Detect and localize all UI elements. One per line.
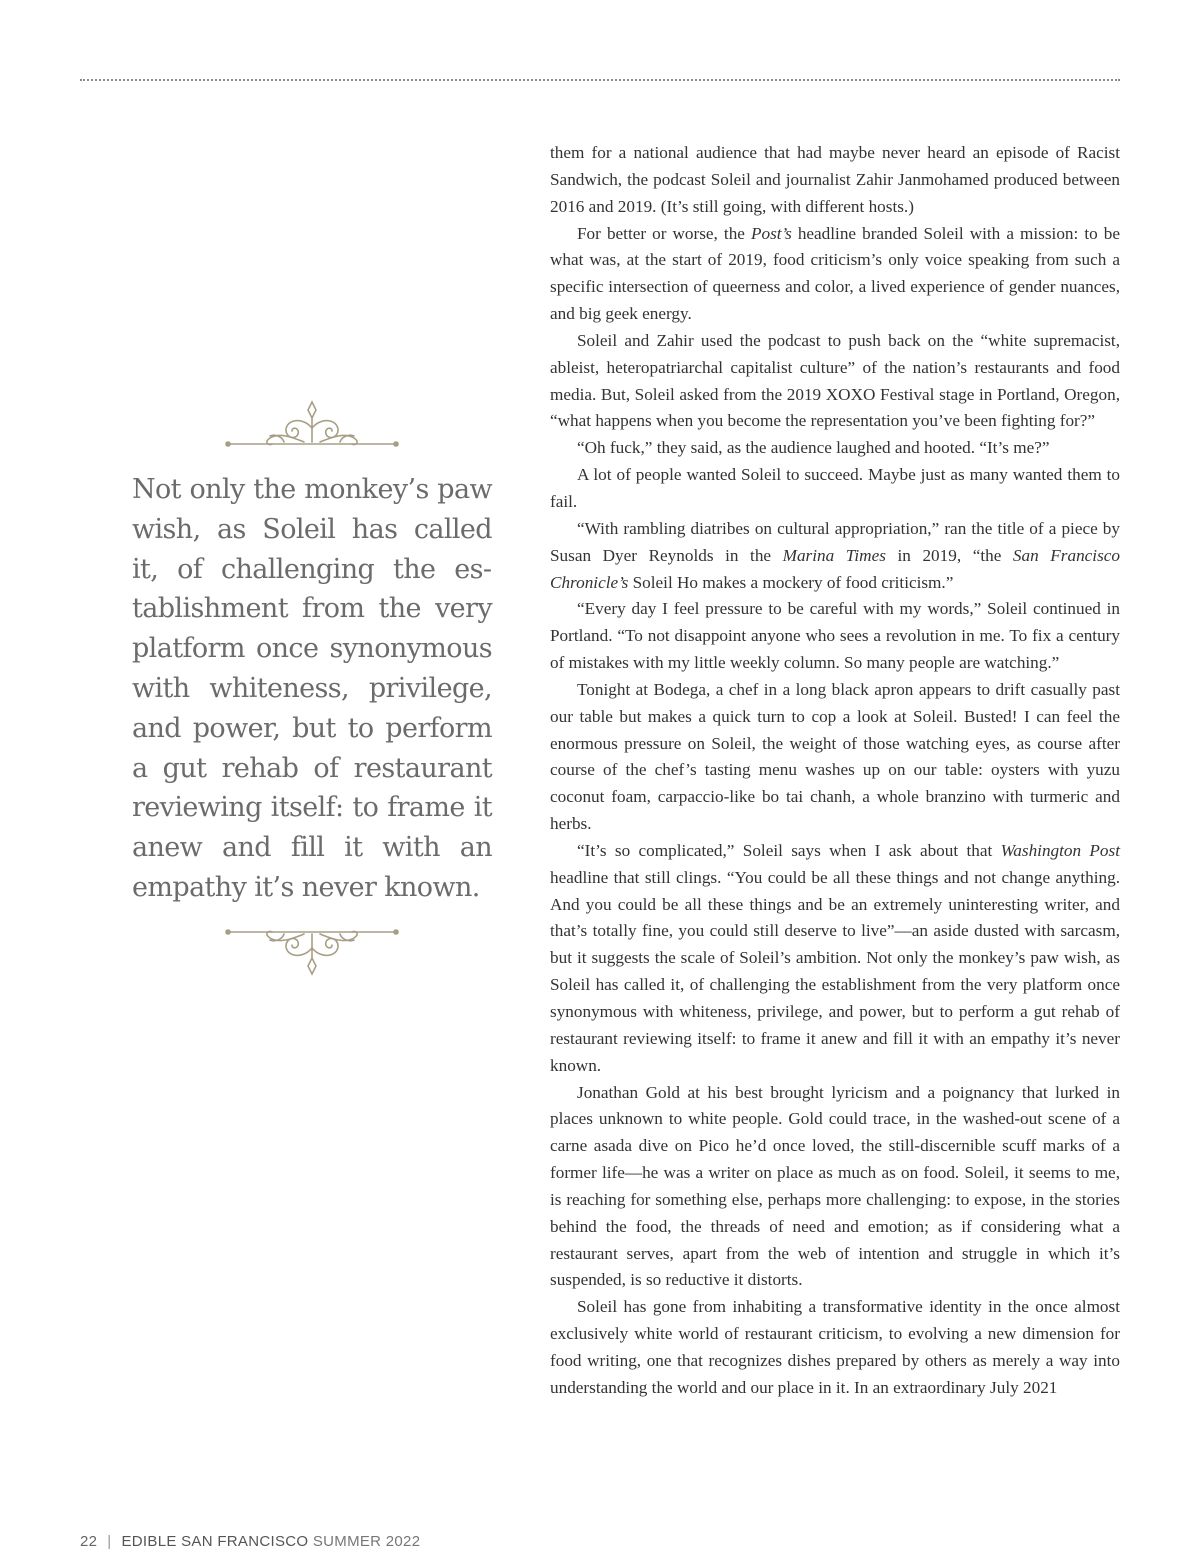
- paragraph: “With rambling diatribes on cultural appropriation,” ran the title of a piece by Susan Dyer Reynolds in the Marina Times in 2019, “the San Francisco Chronicle’s Soleil Ho makes a mockery of food criticism.”: [550, 518, 1120, 592]
- pull-quote-text: Not only the monkey’s paw wish, as Soleil has called it, of challenging the establishment from the very platform once synonymous with whiteness, privilege, and power, but to perform a gut rehab of restaurant reviewing itself: to frame it anew and fill it with an empathy it’s never known.: [132, 474, 492, 903]
- paragraph: Tonight at Bodega, a chef in a long black apron appears to drift casually past our table but makes a quick turn to cop a look at Soleil. Busted! I can feel the enormous pressure on Soleil, the weight of those watching eyes, as course after course of the chef’s tasting menu washes up on our table: oysters with yuzu coconut foam, carpaccio-like bo tai chanh, a whole branzino with turmeric and herbs.: [550, 679, 1120, 834]
- ornament-bottom-icon: [224, 926, 400, 978]
- paragraph: Jonathan Gold at his best brought lyricism and a poignancy that lurked in places unknown to white people. Gold could trace, in the washed-out scene of a carne asada dive on Pico he’d once loved, the still-discernible scuff marks of a former life—he was a writer on place as much as on food. Soleil, it seems to me, is reaching for something else, perhaps more challenging: to expose, in the stories behind the food, the threads of need and emotion; as if considering what a restaurant serves, apart from the web of intention and struggle in which it’s suspended, is so reductive it distorts.: [550, 1082, 1120, 1290]
- issue-label: SUMMER 2022: [312, 1533, 421, 1550]
- paragraph: them for a national audience that had maybe never heard an episode of Racist Sandwich, the podcast Soleil and journalist Zahir Janmohamed produced between 2016 and 2019. (It’s still going, with different hosts.): [550, 143, 1120, 216]
- page-footer: [80, 1533, 420, 1550]
- paragraph: “It’s so complicated,” Soleil says when I ask about that Washington Post headline that still clings. “You could be all these things and not change anything. And you could be all these things and be an extremely uninteresting writer, and that’s totally fine, you could still deserve to live”—an aside dusted with sarcasm, but it suggests the scale of Soleil’s ambition. Not only the monkey’s paw wish, as Soleil has called it, of challenging the establishment from the very platform once synonymous with whiteness, privilege, and power, but to perform a gut rehab of restaurant reviewing itself: to frame it anew and fill it with an empathy it’s never known.: [550, 840, 1120, 1075]
- paragraph: A lot of people wanted Soleil to succeed. Maybe just as many wanted them to fail.: [550, 465, 1120, 511]
- ornament-top-icon: [224, 398, 400, 450]
- page-number: 22: [80, 1533, 98, 1550]
- magazine-name: EDIBLE SAN FRANCISCO: [121, 1533, 309, 1550]
- paragraph: “Oh fuck,” they said, as the audience laughed and hooted. “It’s me?”: [577, 438, 1050, 458]
- paragraph: For better or worse, the Post’s headline branded Soleil with a mission: to be what was, at the start of 2019, food criticism’s only voice speaking from such a specific intersection of queerness and color, a lived experience of gender nuances, and big geek energy.: [550, 223, 1121, 324]
- paragraph: Soleil and Zahir used the podcast to push back on the “white supremacist, ableist, heteropatriarchal capitalist culture” of the nation’s restaurants and food media. But, Soleil asked from the 2019 XOXO Festival stage in Portland, Oregon, “what happens when you become the representation you’ve been fighting for?”: [550, 330, 1120, 431]
- article-body: [550, 140, 1120, 1402]
- footer-separator: |: [107, 1533, 112, 1550]
- pull-quote-block: [132, 398, 492, 978]
- paragraph: Soleil has gone from inhabiting a transformative identity in the once almost exclusively white world of restaurant criticism, to evolving a new dimension for food writing, one that recognizes dishes prepared by others as merely a way into understanding the world and our place in it. In an extraordinary July 2021: [550, 1297, 1120, 1397]
- paragraph: “Every day I feel pressure to be careful with my words,” Soleil continued in Portland. “To not disappoint anyone who sees a revolution in me. To fix a century of mistakes with my little weekly column. So many people are watching.”: [550, 599, 1120, 673]
- top-dotted-rule: [80, 79, 1120, 81]
